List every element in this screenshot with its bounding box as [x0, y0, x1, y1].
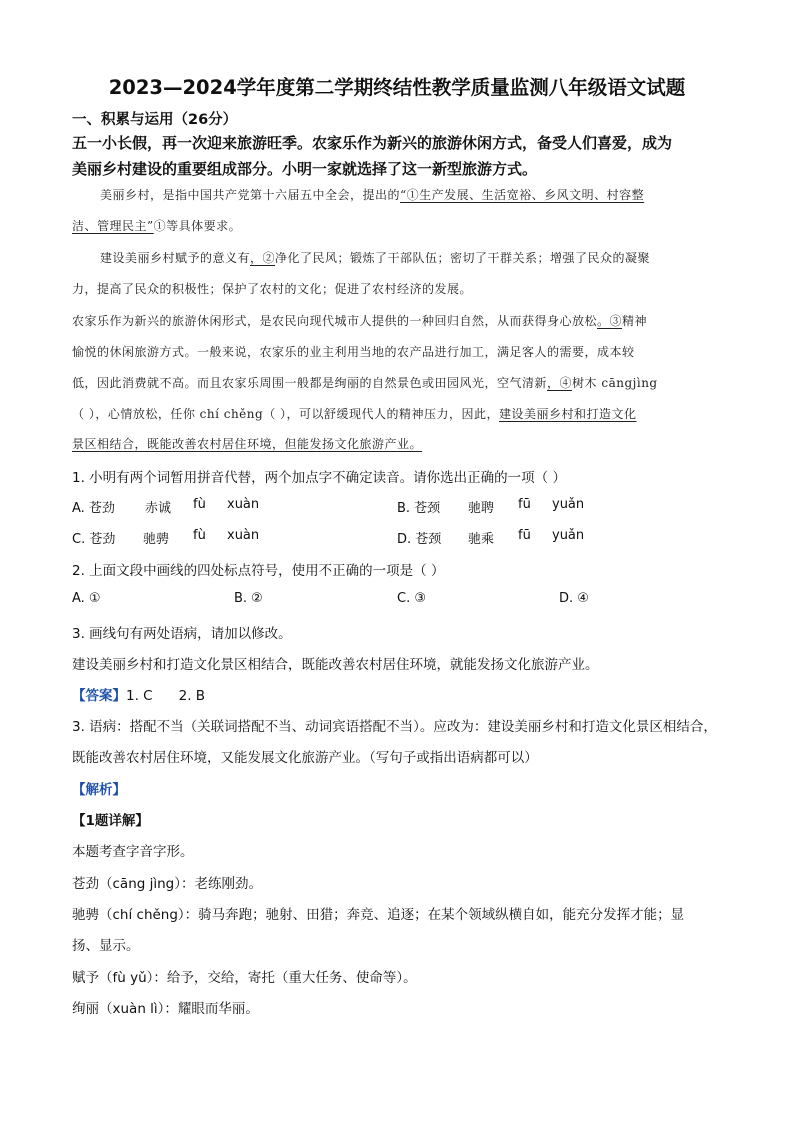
passage-line-2	[72, 217, 241, 234]
passage-text: 精神	[622, 314, 648, 328]
option-1c-pinyin1: fù	[193, 528, 206, 543]
option-1b-pinyin1: fū	[518, 497, 531, 512]
underlined-text: 建设美丽乡村和打造文化	[499, 407, 637, 421]
page-title: 2023—2024学年度第二学期终结性教学质量监测八年级语文试题	[108, 76, 686, 99]
answer-line	[72, 684, 205, 704]
passage-line-8	[72, 405, 637, 422]
answer-label: 【答案】	[72, 688, 126, 704]
answer-3-line-2: 既能改善农村居住环境，又能发展文化旅游产业。（写句子或指出语病都可以）	[72, 750, 538, 766]
answer-3-line-1: 3. 语病：搭配不当（关联词搭配不当、动词宾语搭配不当）。应改为：建设美丽乡村和打造文化景区相结合，	[72, 719, 717, 735]
intro-line-1: 五一小长假，再一次迎来旅游旺季。农家乐作为新兴的旅游休闲方式，备受人们喜爱，成为	[72, 134, 673, 152]
option-1a: A. 苍劲	[72, 501, 115, 516]
passage-text: 农家乐作为新兴的旅游休闲形式，是农民向现代城市人提供的一种回归自然，从而获得身心放松	[72, 314, 598, 328]
passage-line-5	[72, 312, 647, 329]
passage-text: 低，因此消费就不高。而且农家乐周围一般都是绚丽的自然景色或田园风光，空气清新	[72, 376, 548, 390]
option-1a-word2: 赤诚	[145, 501, 172, 516]
underlined-text: 。③	[597, 314, 623, 328]
option-1c-pinyin2: xuàn	[227, 528, 260, 543]
analysis-line-2: 苍劲（cāng jìng）：老练刚劲。	[72, 876, 262, 892]
option-2c: C. ③	[397, 591, 426, 606]
question-1-stem: 1. 小明有两个词暂用拼音代替，两个加点字不确定读音。请你选出正确的一项（ ）	[72, 470, 566, 486]
question-2-stem: 2. 上面文段中画线的四处标点符号，使用不正确的一项是（ ）	[72, 563, 445, 579]
option-1a-pinyin1: fù	[193, 497, 206, 512]
option-1d: D. 苍颈	[397, 532, 442, 547]
underlined-text: ，④	[547, 376, 573, 390]
analysis-line-1: 本题考查字音字形。	[72, 844, 194, 860]
passage-text: 美丽乡村，是指中国共产党第十六届五中全会，提出的	[100, 188, 401, 202]
underlined-text: 景区相结合，既能改善农村居住环境，但能发扬文化旅游产业。	[72, 437, 423, 451]
passage-text: 建设美丽乡村赋予的意义有	[100, 251, 251, 265]
passage-text: 树木 cāngjìng	[572, 376, 658, 390]
question-3-sentence: 建设美丽乡村和打造文化景区相结合，既能改善农村居住环境，就能发扬文化旅游产业。	[72, 657, 599, 673]
option-1d-pinyin1: fū	[518, 528, 531, 543]
analysis-line-5: 赋予（fù yǔ）：给予，交给，寄托（重大任务、使命等）。	[72, 970, 417, 986]
option-2a: A. ①	[72, 591, 101, 606]
option-1d-word2: 驰乘	[468, 532, 495, 547]
analysis-line-6: 绚丽（xuàn lì）：耀眼而华丽。	[72, 1001, 259, 1017]
underlined-text: “①生产发展、生活宽裕、乡风文明、村容整	[400, 188, 645, 202]
passage-line-9	[72, 435, 422, 452]
answer-1: 1. C	[126, 688, 153, 704]
option-2d: D. ④	[559, 591, 589, 606]
underlined-text: ，②	[250, 251, 276, 265]
passage-line-1	[100, 186, 644, 203]
passage-line-6: 愉悦的休闲旅游方式。一般来说，农家乐的业主利用当地的农产品进行加工，满足客人的需要，成本较	[72, 345, 635, 359]
analysis-label: 【解析】	[72, 782, 126, 798]
option-1d-pinyin2: yuǎn	[552, 528, 585, 543]
passage-text: 净化了民风；锻炼了干部队伍；密切了干群关系；增强了民众的凝聚	[275, 251, 651, 265]
option-1a-pinyin2: xuàn	[227, 497, 260, 512]
question-3-stem: 3. 画线句有两处语病，请加以修改。	[72, 626, 292, 642]
option-1b-word2: 驰聘	[468, 501, 495, 516]
option-1b-pinyin2: yuǎn	[552, 497, 585, 512]
analysis-subheading: 【1题详解】	[72, 813, 149, 829]
underlined-text: 洁、管理民主”	[72, 219, 154, 233]
answer-2: 2. B	[178, 688, 206, 704]
passage-text: （ ），心情放松，任你 chí chěng（ ），可以舒缓现代人的精神压力，因此，	[72, 407, 500, 421]
option-1b: B. 苍颈	[397, 501, 441, 516]
option-2b: B. ②	[234, 591, 263, 606]
analysis-line-3: 驰骋（chí chěng）：骑马奔跑；驰射、田猎；奔竞、追逐；在某个领域纵横自如，能充分发挥才能；显	[72, 907, 685, 923]
passage-line-4: 力，提高了民众的积极性；保护了农村的文化；促进了农村经济的发展。	[72, 282, 473, 296]
section-heading: 一、积累与运用（26分）	[72, 112, 238, 128]
option-1c-word2: 驰骋	[143, 532, 170, 547]
analysis-line-4: 扬、显示。	[72, 938, 140, 954]
passage-line-7	[72, 374, 658, 391]
intro-line-2: 美丽乡村建设的重要组成部分。小明一家就选择了这一新型旅游方式。	[72, 160, 538, 178]
passage-line-3	[100, 249, 650, 266]
passage-text: ①等具体要求。	[153, 219, 242, 233]
option-1c: C. 苍劲	[72, 532, 116, 547]
